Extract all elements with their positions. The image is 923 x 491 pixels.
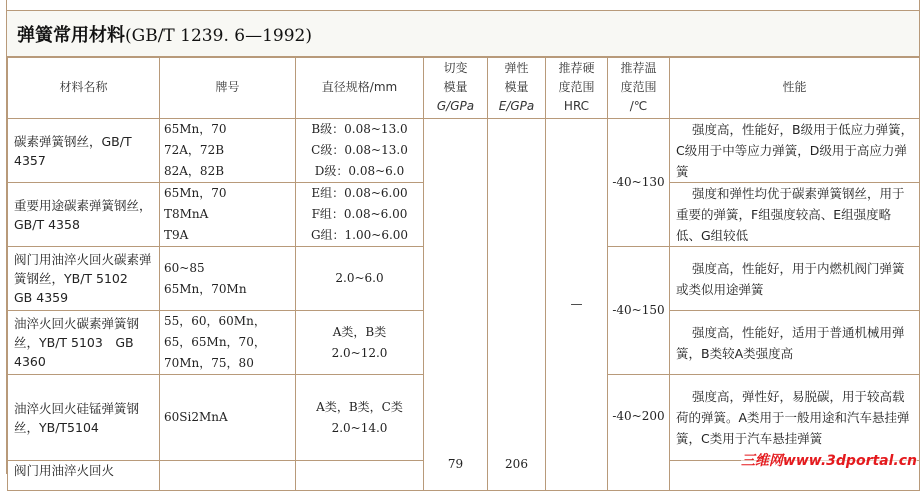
spring-materials-table — [7, 56, 920, 491]
header-hardness: 推荐硬 度范围 HRC — [546, 57, 608, 119]
material-name: 碳素弹簧钢丝，GB/T 4357 — [8, 119, 160, 183]
header-name: 材料名称 — [8, 57, 160, 119]
header-temperature: 推荐温 度范围 /℃ — [608, 57, 670, 119]
material-performance: 强度高，性能好，B级用于低应力弹簧，C级用于中等应力弹簧，D级用于高应力弹簧 — [670, 119, 920, 183]
material-name: 阀门用油淬火回火碳素弹簧钢丝，YB/T 5102 GB 4359 — [8, 247, 160, 311]
material-performance: 强度高，性能好，用于内燃机阀门弹簧或类似用途弹簧 — [670, 247, 920, 311]
hardness-range: — — [546, 119, 608, 491]
material-grades — [160, 461, 296, 491]
material-name: 油淬火回火碳素弹簧钢丝，YB/T 5103 GB 4360 — [8, 311, 160, 375]
material-name: 阀门用油淬火回火 — [8, 461, 160, 491]
material-grades: 55，60，60Mn， 65，65Mn，70， 70Mn，75，80 — [160, 311, 296, 375]
header-spec: 直径规格/mm — [296, 57, 424, 119]
temperature-range: -40~130 — [608, 119, 670, 247]
material-grades: 60Si2MnA — [160, 375, 296, 461]
material-grades: 60~85 65Mn，70Mn — [160, 247, 296, 311]
title-main: 弹簧常用材料 — [17, 25, 125, 46]
title-standard: (GB/T 1239. 6—1992) — [125, 26, 312, 46]
material-performance: 强度高，性能好，适用于普通机械用弹簧，B类较A类强度高 — [670, 311, 920, 375]
temperature-range: -40~150 — [608, 247, 670, 375]
header-row — [8, 57, 920, 119]
header-performance: 性能 — [670, 57, 920, 119]
material-performance: 强度高，弹性好，易脱碳，用于较高载荷的弹簧。A类用于一般用途和汽车悬挂弹簧，C类用于汽车悬挂弹簧 — [670, 375, 920, 461]
title-bar — [7, 10, 919, 58]
header-shear: 切变 模量 G/GPa — [424, 57, 488, 119]
material-specs: A类，B类 2.0~12.0 — [296, 311, 424, 375]
material-grades: 65Mn，70 72A，72B 82A，82B — [160, 119, 296, 183]
material-specs: 2.0~6.0 — [296, 247, 424, 311]
shear-modulus: 79 — [424, 119, 488, 491]
material-specs: A类，B类，C类 2.0~14.0 — [296, 375, 424, 461]
header-elastic: 弹性 模量 E/GPa — [488, 57, 546, 119]
page-title — [17, 21, 312, 47]
document-frame — [6, 0, 920, 478]
material-specs: E组：0.08~6.00 F组：0.08~6.00 G组：1.00~6.00 — [296, 183, 424, 247]
material-grades: 65Mn，70 T8MnA T9A — [160, 183, 296, 247]
header-grade: 牌号 — [160, 57, 296, 119]
site-watermark: 三维网www.3dportal.cn — [741, 450, 917, 470]
elastic-modulus: 206 — [488, 119, 546, 491]
material-name: 重要用途碳素弹簧钢丝，GB/T 4358 — [8, 183, 160, 247]
temperature-range: -40~200 — [608, 375, 670, 491]
material-specs — [296, 461, 424, 491]
material-specs: B级：0.08~13.0 C级：0.08~13.0 D级：0.08~6.0 — [296, 119, 424, 183]
table-row — [8, 119, 920, 183]
material-performance: 强度和弹性均优于碳素弹簧钢丝，用于重要的弹簧，F组强度较高、E组强度略低、G组较低 — [670, 183, 920, 247]
material-name: 油淬火回火硅锰弹簧钢丝，YB/T5104 — [8, 375, 160, 461]
